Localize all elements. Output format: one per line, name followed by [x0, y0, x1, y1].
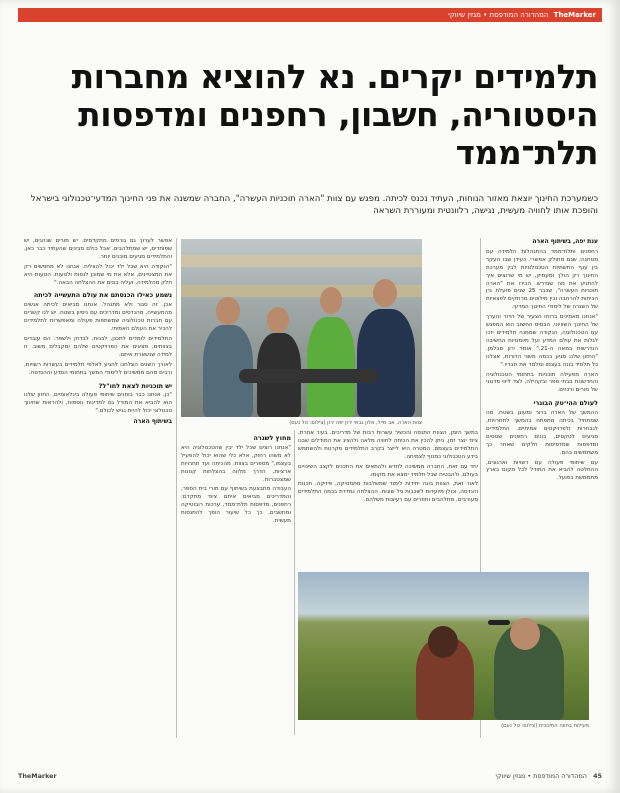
subheading: לעולם ההי־טק הבוגרי: [533, 399, 598, 408]
section-header-bar: [18, 8, 602, 22]
footer-brand: TheMarker: [18, 772, 57, 780]
team-photo: [181, 239, 422, 417]
paragraph: אפשר לערוך גם גורמים מתקדמים. יש מורים שנהנים, יש שפוחדים, יש שמתלהבים. אבל כולם מבינים שהעתיד כבר כאן, והתלמידים מגיעים מוכנים יותר.: [24, 238, 172, 260]
footer-section: המהדורה המודפסת • מגזין שיווקי: [495, 772, 587, 780]
person-head: [267, 307, 289, 333]
article-dek: כשמערכת החינוך יוצאת מאזור הנוחות, העתיד נכנס לכיתה. מפגש עם צוות "הארה תוכניות העשרה", החברה שמשנה את פני החינוך המדעי־טכנולוגי בישראל והופכת אותו לחוויה מעשית, נגישה, רלוונטית ומעוררת השראה: [30, 194, 598, 216]
person-figure: [307, 317, 355, 417]
person-figure: [357, 309, 415, 417]
column-divider: [294, 430, 295, 735]
byline: ענת יפה, בשיתוף הארה: [532, 238, 598, 245]
person-head: [373, 279, 397, 307]
page-footer: [18, 772, 602, 780]
column-middle-lower: [298, 430, 478, 568]
credit-line: בשיתוף הארה: [133, 418, 172, 426]
shelf-decor: [181, 255, 422, 267]
person-head: [320, 287, 342, 314]
field-photo: [298, 572, 589, 720]
column-left: [24, 238, 172, 738]
brand-label: TheMarker: [553, 11, 596, 19]
subheading: נשמע כאילו הכנסתם את עולם התעשייה לכיתה: [33, 291, 172, 300]
photo-caption: צוות הארה, אב מייל, אלון גבאי ירון יפה ירון (צילום: טל נעם): [289, 420, 422, 426]
paragraph: התלמידים לומדים לתכנן, לבנות, לבדוק ולשפר. הם עובדים בצוותים, מציגים את הפרויקטים שלהם ומקבלים משוב. זו למידה שנשארת איתם.: [24, 335, 172, 358]
paragraph: "אנחנו מאמינים ברוחו הצעיר של הדור והערך של החינוך השוויוני, הבסיס החשוב הוא המפגש עם הטכנולוגיה, הנקודה שממנה תלמידים יזכו לגלות את עולם המדע ועל מיומנויות החשיבה הנדרשות במאה ה-21," אומר ירון סבלמן. "החזון שלנו מגיע בכמה משני הדורות, אצלנו כל תלמיד בונה בעצמו ומלמד את חבריו.": [486, 314, 598, 368]
paragraph: ההמשך של הארה ברור ומעוגן בשטח. מה שמתחיל בכיתה מתפתח בהמשך לתחרויות, לנבחרות ולפרויקטים אמיתיים. התלמידים מגיעים לטקסים, בונים רחפנים שטסים ומדפסות שמדפיסות חלקים שאחר כך משתמשים בהם.: [486, 410, 598, 456]
paragraph: רחפנים ותלת־ממד בהתנהלות הלמידה עם מטחנה; שגם מחולק אפשרי. כעידן שבו העקר בין ענף התשתיות הטכנולוגיות לבין מערכת החינוך רק הולך ומעמיק, יש מי שרוצים איך להתניע את מה שנדרש. הכירו את "הארה תוכניות העשרה", שכבר 25 שנים פועלת בין הכיתות להרחבה ובין מילוטים מרתקים לפצאיות של השגרה של לימודי החינוך המדעי.: [486, 248, 598, 311]
paragraph: "הנקודה היא שכל ילד יכול להצליח. אנחנו לא מחפשים רק את המצטיינים, אלא את מי שמוכן לנסות ולטעות. הטעות היא חלק מהלמידה, ועליה בונים את ההצלחה הבאה.": [24, 263, 172, 286]
paragraph: הארה מפעילה תוכניות בתחומי הטכנולוגיה והחדשנות בבתי ספר ובקהילה, לצד ליווי פדגוגי של מורים ורכזים.: [486, 371, 598, 394]
paragraph: "כן, אנחנו כבר בוחנים שיתופי פעולה בינלאומיים. החזון שלנו הוא להביא את המודל גם למדינות נוספות, ולהראות שחינוך טכנולוגי יכול להיות נגיש לכולם.": [24, 392, 172, 415]
drone-model: [239, 369, 379, 383]
headline: תלמידים יקרים. נא להוציא מחברות היסטוריה, חשבון, רחפנים ומדפסות תלת־ממד: [71, 57, 598, 172]
person-head: [216, 297, 240, 325]
paragraph: לאור זאת, הצוות בונה יחידות לימוד שמשלבות מתמטיקה, פיזיקה, תכנות והנדסה, וכולן מיועדות לשכבות גיל שונות. ההצלחה נמדדת בכמה התלמידים מעורבים, מתלהבים וחוזרים עם רעיונות משלהם.: [298, 481, 478, 504]
person-head: [510, 618, 540, 650]
drone-in-sky: [488, 620, 510, 625]
page-number: 45: [593, 772, 602, 780]
subheading: יש תוכניות לצאת לחו"ל?: [98, 381, 172, 390]
column-middle: [181, 430, 291, 735]
paragraph: עם שיתופי פעולה עם רשויות וארגונים, ההחלטה להביא את המודל לכל מקום בארץ מתממשת בפועל.: [486, 459, 598, 482]
paragraph: במשך הזמן, הצוות התנסה והכשיר עשרות רבות של מדריכים. בעיר אחרת, ציוד יוצר זמן, ניתן להכין את הכיתה לחוויה מלאה ולהציג את המודלים שבנו התלמידים בעצמם. המטרה היא לייצר בקרב התלמידים סקרנות ולהשתמש בידע הטכנולוגי כמנוף לצמיחה.: [298, 430, 478, 460]
person-head: [428, 626, 458, 658]
paragraph: יחד עם זאת, החברה ממשיכה לחדש ולהתאים את התכנים לקצב השינויים בעולם, ולהבטיח שכל תלמיד ימצא את מקומו.: [298, 463, 478, 478]
photo-caption: פעילות בחווה החינוכית (צילום: טל נעם): [501, 723, 589, 729]
paragraph: לאורך השנים הצלחנו להגיע לאלפי תלמידים בעשרות רשויות, ורבים מהם ממשיכים ללימודי המשך בתחומי המדע וההנדסה.: [24, 361, 172, 376]
paragraph: אכן. זה סגור ולא מתנהל. אנחנו מביאים לכיתה אנשים מהתעשייה, מהנדסים ומדריכים עם ניסיון בשטח. יש לנו קשרים עם חברות טכנולוגיה שמשתפות פעולה ומאפשרות לתלמידים להכיר את העולם האמיתי.: [24, 302, 172, 333]
subheading: מחוץ לשגרה: [253, 434, 291, 442]
section-label: המהדורה המודפסת • מגזין שיווקי: [448, 11, 549, 19]
paragraph: העבודה מתבצעת בשיתוף עם מורי בית הספר, והמדריכים מביאים איתם ציוד מתקדם: רחפנים, מדפסות תלת־ממד, ערכות רובוטיקה ומחשבים. כך כל שיעור הופך להתנסות מעשית.: [181, 486, 291, 525]
column-divider: [176, 238, 177, 738]
paragraph: "אנחנו רוצים שכל ילד יבין שהטכנולוגיה היא לא משהו רחוק, אלא כלי שהוא יכול להפעיל בעצמו," מספרים בצוות. מהכיתה ועד תחרויות ארציות, הדרך מלווה בהצלחות קטנות שמצטברות.: [181, 444, 291, 483]
